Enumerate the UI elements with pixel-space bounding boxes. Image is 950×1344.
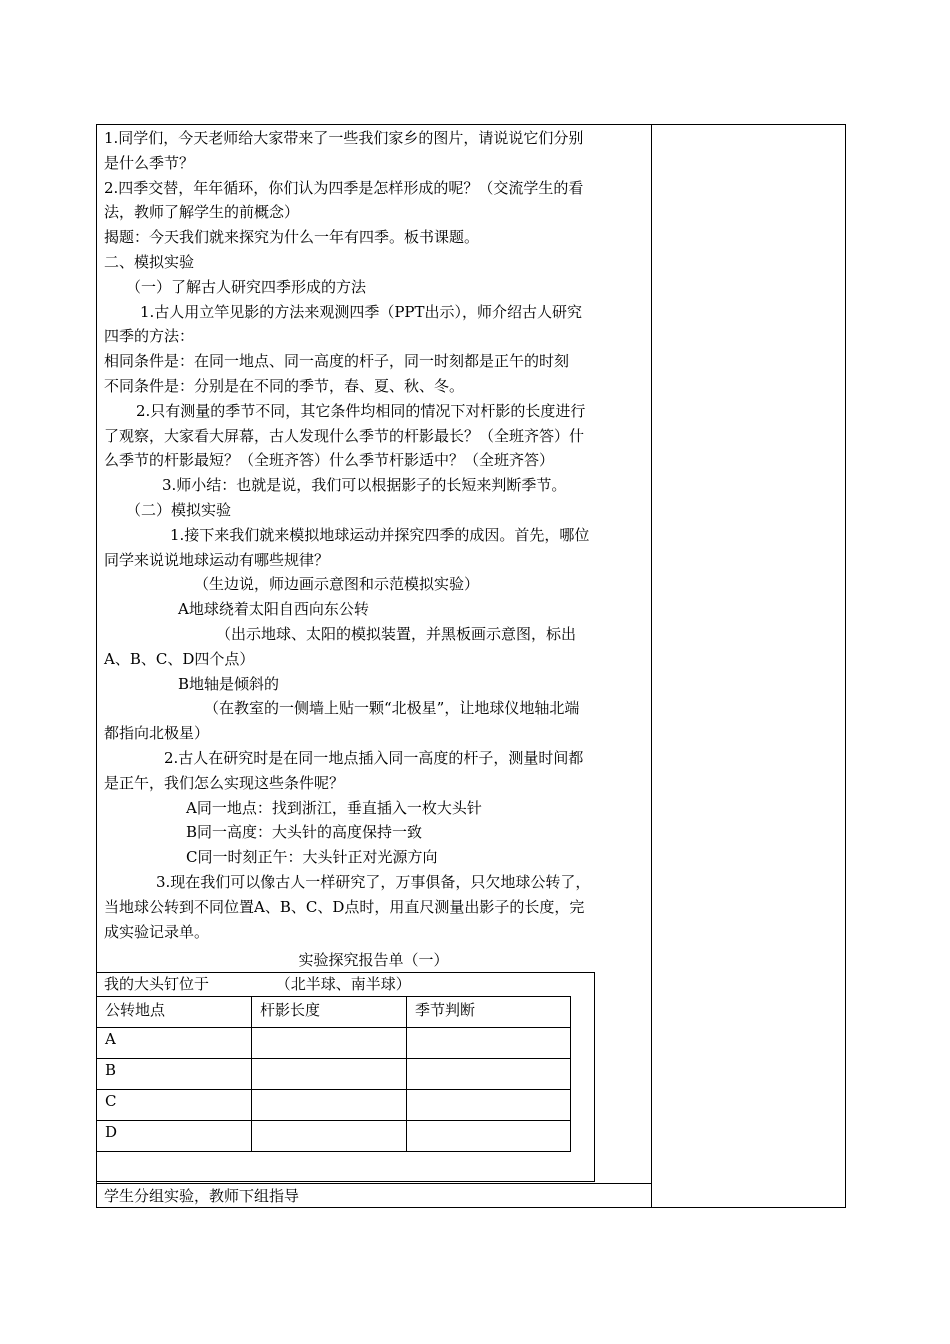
table-row — [97, 1028, 571, 1059]
text-line: B同一高度：大头针的高度保持一致 — [186, 823, 423, 842]
table-cell — [252, 1028, 407, 1059]
text-line: 1.古人用立竿见影的方法来观测四季（PPT出示），师介绍古人研究 — [140, 302, 583, 321]
report-title: 实验探究报告单（一） — [298, 951, 449, 969]
table-cell — [407, 1090, 571, 1121]
text-line: 同学来说说地球运动有哪些规律？ — [104, 550, 330, 569]
text-line: （生边说，师边画示意图和示范模拟实验） — [194, 575, 480, 594]
footer-text: 学生分组实验，教师下组指导 — [104, 1187, 300, 1205]
text-line: A同一地点：找到浙江，垂直插入一枚大头针 — [186, 798, 482, 817]
record-table — [96, 996, 571, 1152]
table-cell — [252, 1059, 407, 1090]
text-line: 不同条件是：分别是在不同的季节，春、夏、秋、冬。 — [104, 376, 465, 395]
text-line: C同一时刻正午：大头针正对光源方向 — [186, 848, 438, 867]
report-header — [104, 973, 411, 995]
text-line: 了观察，大家看大屏幕，古人发现什么季节的杆影最长？（全班齐答）什 — [104, 426, 585, 445]
text-line: 是什么季节？ — [104, 153, 195, 172]
text-line: 四季的方法： — [104, 327, 195, 346]
text-line: （出示地球、太阳的模拟装置，并黑板画示意图，标出 — [216, 624, 577, 643]
text-line: 3.现在我们可以像古人一样研究了，万事俱备，只欠地球公转了， — [156, 872, 591, 891]
lesson-content — [104, 126, 644, 944]
column-header: 季节判断 — [407, 997, 571, 1028]
text-line: 相同条件是：在同一地点、同一高度的杆子，同一时刻都是正午的时刻 — [104, 352, 570, 371]
text-line: 成实验记录单。 — [104, 922, 210, 941]
text-line: 3.师小结：也就是说，我们可以根据影子的长短来判断季节。 — [162, 476, 567, 495]
table-cell — [252, 1090, 407, 1121]
table-cell — [252, 1121, 407, 1152]
text-line: （在教室的一侧墙上贴一颗“北极星”，让地球仪地轴北端 — [204, 699, 580, 718]
column-header: 公转地点 — [97, 997, 252, 1028]
table-cell: A — [97, 1028, 252, 1059]
table-row — [97, 1121, 571, 1152]
table-cell — [407, 1028, 571, 1059]
table-cell: C — [97, 1090, 252, 1121]
report-header-options: （北半球、南半球） — [275, 975, 411, 993]
text-line: 法，教师了解学生的前概念） — [104, 203, 300, 222]
text-line: 是正午，我们怎么实现这些条件呢？ — [104, 773, 345, 792]
text-line: 都指向北极星） — [104, 724, 210, 743]
record-table-header — [97, 997, 571, 1028]
column-divider — [651, 124, 652, 1208]
text-line: 揭题：今天我们就来探究为什么一年有四季。板书课题。 — [104, 228, 480, 247]
footer-divider — [96, 1183, 651, 1184]
table-cell — [407, 1121, 571, 1152]
text-line: A地球绕着太阳自西向东公转 — [178, 600, 369, 619]
text-line: 1.接下来我们就来模拟地球运动并探究四季的成因。首先，哪位 — [170, 525, 590, 544]
table-cell: D — [97, 1121, 252, 1152]
text-line: （二）模拟实验 — [126, 500, 232, 519]
text-line: B地轴是倾斜的 — [178, 674, 280, 693]
table-cell: B — [97, 1059, 252, 1090]
text-line: 么季节的杆影最短？（全班齐答）什么季节杆影适中？（全班齐答） — [104, 451, 555, 470]
text-line: 2.四季交替，年年循环，你们认为四季是怎样形成的呢？（交流学生的看 — [104, 178, 584, 197]
text-line: 2.只有测量的季节不同，其它条件均相同的情况下对杆影的长度进行 — [136, 401, 586, 420]
text-line: 2.古人在研究时是在同一地点插入同一高度的杆子，测量时间都 — [164, 748, 584, 767]
table-row — [97, 1090, 571, 1121]
text-line: 当地球公转到不同位置A、B、C、D点时，用直尺测量出影子的长度，完 — [104, 897, 585, 916]
text-line: 二、模拟实验 — [104, 252, 195, 271]
table-row — [97, 1059, 571, 1090]
column-header: 杆影长度 — [252, 997, 407, 1028]
text-line: 1.同学们，今天老师给大家带来了一些我们家乡的图片，请说说它们分别 — [104, 129, 584, 147]
text-line: A、B、C、D四个点） — [104, 649, 255, 668]
table-cell — [407, 1059, 571, 1090]
text-line: （一）了解古人研究四季形成的方法 — [126, 277, 367, 296]
report-header-label: 我的大头钉位于 — [104, 975, 210, 993]
